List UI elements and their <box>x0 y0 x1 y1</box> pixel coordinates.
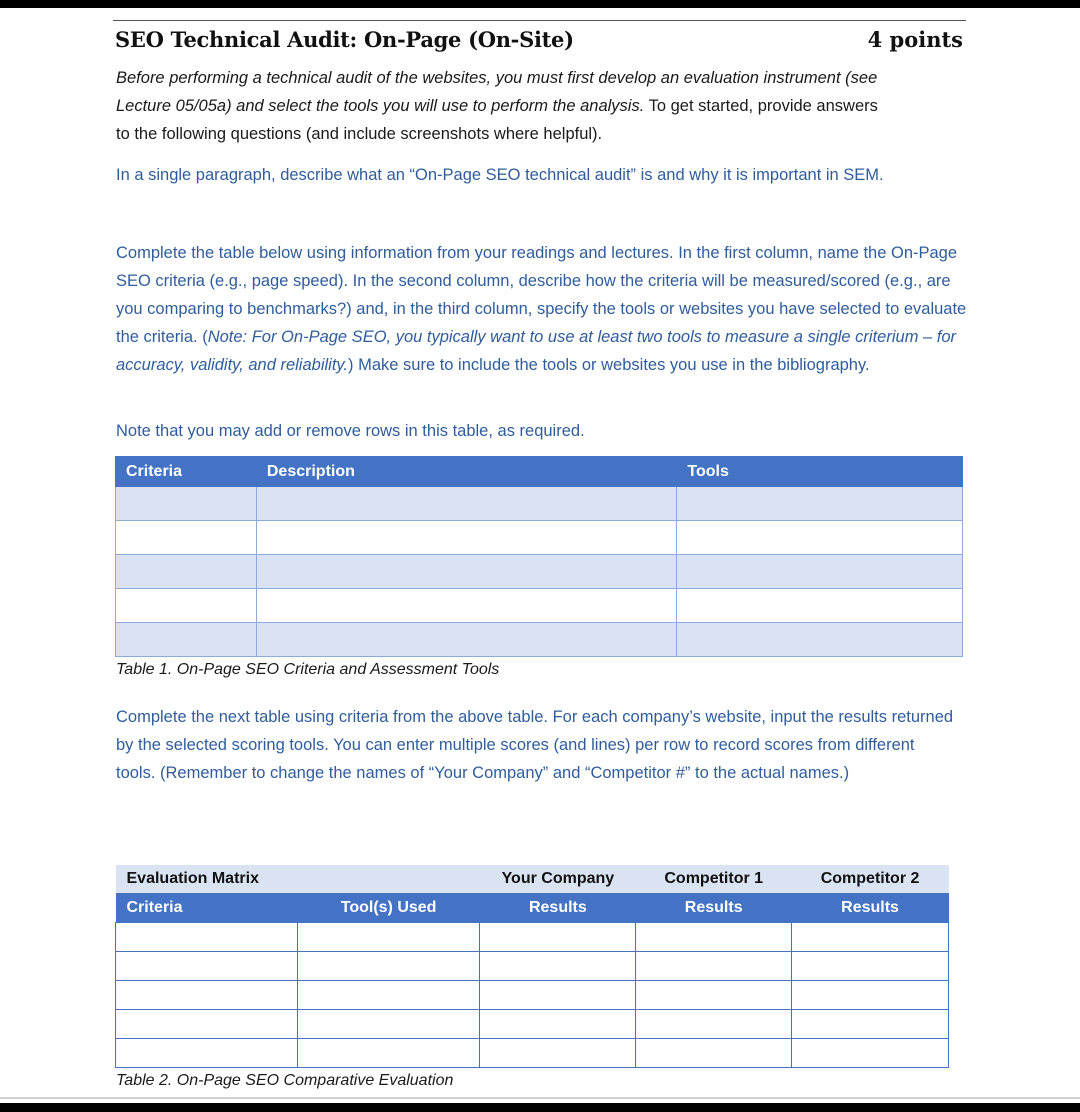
page-title: SEO Technical Audit: On-Page (On-Site) <box>115 27 574 52</box>
results-cell[interactable] <box>792 1039 949 1068</box>
instructions-1-part2: ) Make sure to include the tools or websites you use in the bibliography. <box>348 356 870 374</box>
company-name-competitor-1[interactable]: Competitor 1 <box>636 865 792 893</box>
tools-cell[interactable] <box>677 555 963 589</box>
company-name-your-company[interactable]: Your Company <box>480 865 636 893</box>
table-row <box>116 1039 949 1068</box>
points-label: 4 points <box>867 27 963 52</box>
description-cell[interactable] <box>256 487 676 521</box>
table-2-caption: Table 2. On-Page SEO Comparative Evaluation <box>116 1072 454 1089</box>
tools-used-cell[interactable] <box>297 952 480 981</box>
intro-paragraph <box>116 64 976 148</box>
results-cell[interactable] <box>792 923 949 952</box>
tools-cell[interactable] <box>677 487 963 521</box>
criteria-cell[interactable] <box>116 1010 298 1039</box>
table-row <box>116 521 963 555</box>
header-tools-used: Tool(s) Used <box>297 893 480 923</box>
description-cell[interactable] <box>256 555 676 589</box>
table-row <box>116 923 949 952</box>
note-rows: Note that you may add or remove rows in this table, as required. <box>116 422 585 440</box>
results-cell[interactable] <box>480 1010 636 1039</box>
tools-cell[interactable] <box>677 623 963 657</box>
results-cell[interactable] <box>636 1010 792 1039</box>
criteria-cell[interactable] <box>116 981 298 1010</box>
header-rule <box>113 20 966 21</box>
criteria-cell[interactable] <box>116 623 257 657</box>
tools-used-cell[interactable] <box>297 1010 480 1039</box>
evaluation-matrix-title: Evaluation Matrix <box>116 865 480 893</box>
description-cell[interactable] <box>256 623 676 657</box>
evaluation-matrix-table <box>115 865 949 1068</box>
header-criteria: Criteria <box>116 893 298 923</box>
header-tools: Tools <box>677 457 963 487</box>
table-row <box>116 555 963 589</box>
results-cell[interactable] <box>636 923 792 952</box>
intro-line-1: Before performing a technical audit of the websites, you must first develop an evaluation instrument (see <box>116 69 878 87</box>
tools-used-cell[interactable] <box>297 981 480 1010</box>
header-description: Description <box>256 457 676 487</box>
intro-line-2b: To get started, provide answers <box>644 97 878 115</box>
evaluation-matrix-header <box>116 893 949 923</box>
header-results-competitor-1: Results <box>636 893 792 923</box>
results-cell[interactable] <box>636 981 792 1010</box>
table-1-caption: Table 1. On-Page SEO Criteria and Assessment Tools <box>116 661 500 678</box>
results-cell[interactable] <box>480 1039 636 1068</box>
table-row <box>116 487 963 521</box>
evaluation-matrix-title-row <box>116 865 949 893</box>
header-results-competitor-2: Results <box>792 893 949 923</box>
table-row <box>116 623 963 657</box>
instructions-2: Complete the next table using criteria from the above table. For each company’s website, input the results returned by the selected scoring tools. You can enter multiple scores (and lines) per row to record scores from different tools. (Remember to change the names of “Your Company” and “Competitor #” to the actual names.) <box>116 708 954 782</box>
results-cell[interactable] <box>480 952 636 981</box>
criteria-cell[interactable] <box>116 952 298 981</box>
company-name-competitor-2[interactable]: Competitor 2 <box>792 865 949 893</box>
results-cell[interactable] <box>792 981 949 1010</box>
criteria-cell[interactable] <box>116 589 257 623</box>
question-1: In a single paragraph, describe what an “On-Page SEO technical audit” is and why it is important in SEM. <box>116 166 884 184</box>
bottom-edge-line <box>0 1097 1080 1099</box>
table-row <box>116 1010 949 1039</box>
bottom-edge-bar <box>0 1103 1080 1112</box>
results-cell[interactable] <box>792 952 949 981</box>
criteria-table <box>115 456 963 657</box>
instructions-1 <box>116 239 971 379</box>
header-criteria: Criteria <box>116 457 257 487</box>
description-cell[interactable] <box>256 589 676 623</box>
tools-cell[interactable] <box>677 521 963 555</box>
top-edge-bar <box>0 0 1080 8</box>
table-row <box>116 981 949 1010</box>
results-cell[interactable] <box>480 923 636 952</box>
table-row <box>116 952 949 981</box>
table-row <box>116 589 963 623</box>
intro-line-2a: Lecture 05/05a) and select the tools you will use to perform the analysis. <box>116 97 645 115</box>
criteria-cell[interactable] <box>116 555 257 589</box>
results-cell[interactable] <box>792 1010 949 1039</box>
criteria-cell[interactable] <box>116 1039 298 1068</box>
criteria-cell[interactable] <box>116 521 257 555</box>
tools-used-cell[interactable] <box>297 1039 480 1068</box>
tools-cell[interactable] <box>677 589 963 623</box>
criteria-cell[interactable] <box>116 923 298 952</box>
results-cell[interactable] <box>636 952 792 981</box>
description-cell[interactable] <box>256 521 676 555</box>
results-cell[interactable] <box>480 981 636 1010</box>
tools-used-cell[interactable] <box>297 923 480 952</box>
instructions-1-part1: Complete the table below using information from your readings and lectures. In the first column, name the On-Page SEO criteria (e.g., page speed). In the second column, describe how the criteria will be measured/scored (e.g., are you comparing to benchmarks?) and, in the third column, specify the tools or websites you have selected to evaluate the criteria. ( <box>116 244 967 346</box>
criteria-cell[interactable] <box>116 487 257 521</box>
header-results-your-company: Results <box>480 893 636 923</box>
criteria-table-header <box>116 457 963 487</box>
instructions-1-note: Note: For On-Page SEO, you typically want to use at least two tools to measure a single criterium – for accuracy, validity, and reliability. <box>116 328 957 374</box>
results-cell[interactable] <box>636 1039 792 1068</box>
intro-line-3: to the following questions (and include screenshots where helpful). <box>116 125 603 143</box>
